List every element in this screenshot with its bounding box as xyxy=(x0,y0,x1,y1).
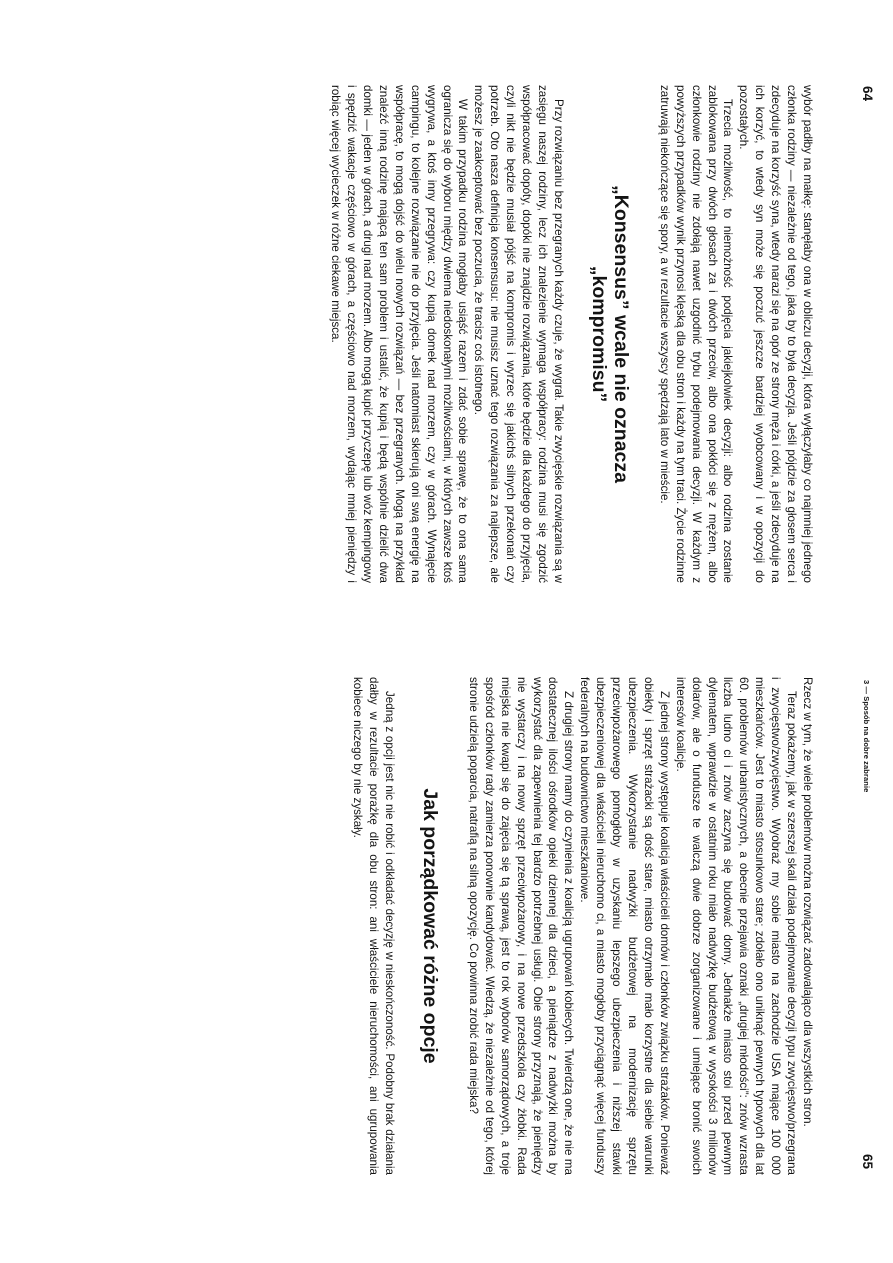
right-page-number: 65 xyxy=(860,1154,875,1170)
left-page-text xyxy=(327,85,815,583)
right-page-text xyxy=(349,677,815,1175)
left-paragraph: wybór padłby na małkę: stanęłaby ona w obliczu decyzji, która wyłączyłaby co najmniej jednego członka rodziny — niezależnie od tego, jaka by to była decyzja. Jeśli pójdzie za głosem serca i zdecyduje na korzyść syna, wtedy narazi się na opór ze strony męża i córki, a jeśli zdecyduje na ich korzyć, to wtedy syn może się poczuć jeszcze bardziej wyobcowany i w opozycji do pozostałych. xyxy=(737,85,814,583)
right-section-heading: Jak porządkować różne opcje xyxy=(419,788,442,1064)
left-heading-line-2: „kompromisu” xyxy=(587,265,610,403)
left-paragraph: Trzecia możliwość, to niemożność podjęcia jakiejkolwiek decyzji: albo rodzina zostanie zablokowana przy dwóch głosach za i dwóch przeciw, albo ona pokłóci się z mężem, albo członkowie rodziny nie zdołają nawet uzgodnić trybu podejmowania decyzji. W każdym z powyższych przypadków wynik przynosi klęską dla obu stron i każdy na tym traci. Życie rodzinne zatruwają niekończące się spory, a w rezultacie wszyscy spędzają lato w mieście. xyxy=(657,85,735,583)
left-page-number: 64 xyxy=(860,86,875,102)
right-page-footer: 3 — Sposób na dobre zabranie xyxy=(862,680,871,793)
left-paragraph: Przy rozwiązaniu bez przegranych każdy czuje, że wygrał. Takie zwycięskie rozwiązania są w zasięgu naszej rodziny, lecz ich znalezienie wymaga współpracy: rodzina musi się zgodzić współpracować dopóty, dopóki nie znajdzie rozwiązania, które będzie dla każdego do przyjęcia, czyli nikt nie będzie musiał pójść na kompromis i wyrzec się jakichś silnych przekonań czy potrzeb. Oto nasza definicja konsensusu: nie musisz uznać tego rozwiązania za najlepsze, ale możesz je zaakceptować bez poczucia, że tracisz coś istotnego. xyxy=(472,85,565,583)
right-paragraph: Teraz pokażemy, jak w szerszej skali działa podejmowanie decyzji typu zwycięstwo/przegrana i zwycięstwo/zwycięstwo. Wyobraź my sobie miasto na zachodzie USA mające 100 000 mieszkańców. Jest to miasto stosunkowo stare; zdołało ono uniknąć pewnych typowych dla lat 60. problemów urbanistycznych, a obecnie przejawia oznaki „drugiej młodości”: znów wzrasta liczba ludno ci i znów zaczyna się budować domy. Jednakże miasto stoi przed pewnym dylematem, wprawdzie w ostatnim roku miało nadwyżkę budżetową w wysokości 3 milionów dolarów, ale o fundusze te walczą dwie dobrze zorganizowane i umiejące bronić swoich interesów koalicje. xyxy=(673,677,799,1175)
right-paragraph: Z jednej strony występuje koalicja właścicieli domów i członków związku strażaków. Ponieważ obiekty i sprzęt strażacki są dość stare, miasto otrzymało mało korzystne dla siebie warunki ubezpieczenia. Wykorzystanie nadwyżki budżetowej na modernizację sprzętu przeciwpożarowego pomogłoby w uzyskaniu lepszego ubezpieczenia i niższej stawki ubezpieczeniowej dla właścicieli nieruchomo ci, a miasto mogłoby przyciągnąć więcej funduszy federalnych na budownictwo mieszkaniowe. xyxy=(578,677,671,1175)
left-section-heading xyxy=(588,85,632,583)
left-heading-line-1: „Konsensus” wcale nie oznacza xyxy=(609,184,632,483)
right-paragraph: Jedną z opcji jest nic nie robić i odkładać decyzję w nieskończoność. Podobny brak działania dałby w rezultacie porażkę dla obu stron: ani właściciele nieruchomości, ani ugrupowania kobiece niczego by nie zyskały. xyxy=(351,677,397,1175)
left-paragraph: W takim przypadku rodzina mogłaby usiąść razem i zdać sobie sprawę, że to ona sama ogranicza się do wyboru między dwiema niedoskonałymi możliwościami, w których zawsze ktoś wygrywa, a ktoś inny przegrywa: czy kupią domek nad morzem, czy w górach. Wynajęcie campingu, to kolejne rozwiązanie nie do przyjęcia. Jeśli natomiast skierują oni swą energię na współpracę, to mogą dojść do wielu nowych rozwiązań — bez przegranych. Mogą na przykład znaleźć inną rodzinę mającą ten sam problem i ustalić, że kupią i będą wspólnie dzielić dwa domki — jeden w górach, a drugi nad morzem. Albo mogą kupić przyczepę lub wóz kempingowy i spędzić wakacje częściowo w górach, a częściowo nad morzem, wydając mniej pieniędzy i robiąc więcej wycieczek w różne ciekawe miejsca. xyxy=(329,85,470,583)
right-paragraph: Z drugiej strony mamy do czynienia z koalicją ugrupowań kobiecych. Twierdzą one, że nie ma dostatecznej ilości ośrodków opieki dziennej dla dzieci, a pieniądze z nadwyżki można by wykorzystać dla zapewnienia tej bardzo potrzebnej usługi. Obie strony przyznają, że pieniędzy nie wystarczy i na nowy sprzęt przeciwpożarowy, i na nowe przedszkola czy żłobki. Rada miejska nie kwapi się do zajęcia się tą sprawą, jest to rok wyborów samorządowych, a troje spośród członków rady zamierza ponownie kandydować. Wiedzą, że niezależnie od tego, której stronie udzielą poparcia, natrafią na silną opozycję. Co powinna zrobić rada miejska? xyxy=(466,677,576,1175)
right-paragraph: Rzecz w tym, że wiele problemów można rozwiązać zadowalająco dla wszystkich stron. xyxy=(801,677,814,1127)
